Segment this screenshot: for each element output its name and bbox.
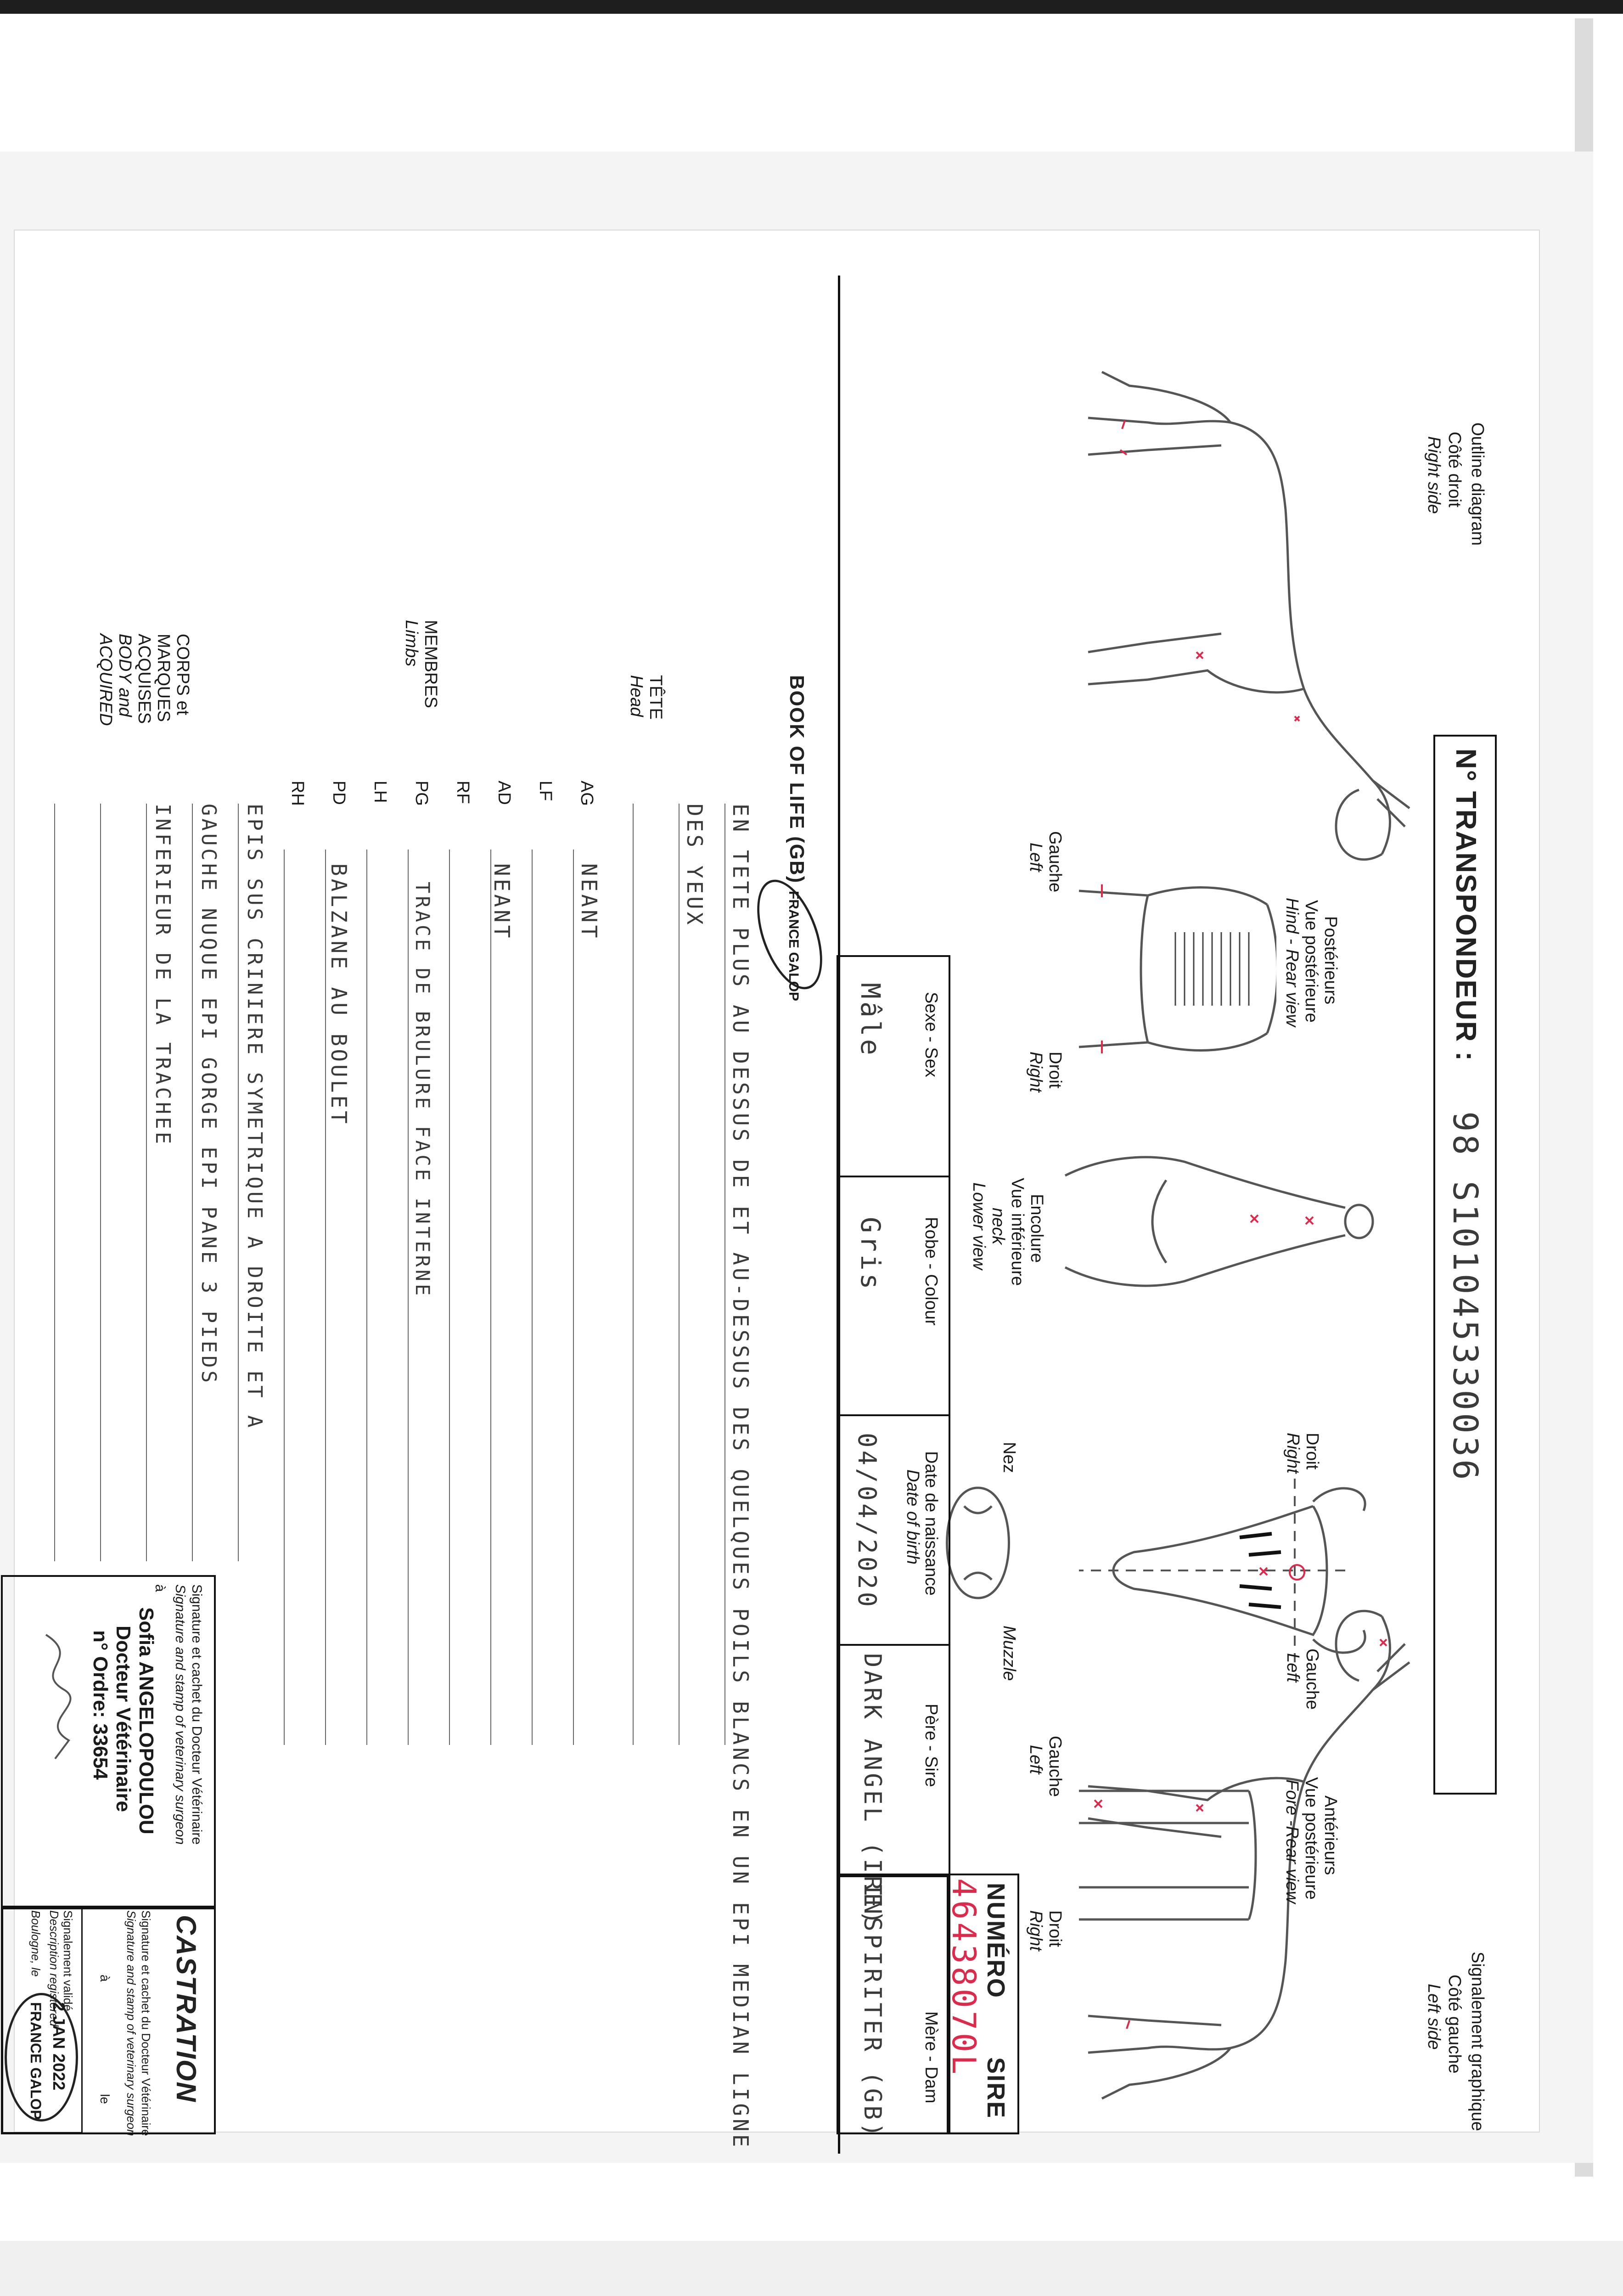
dam-label: Mère - Dam (921, 2011, 941, 2104)
stamp-org: FRANCE GALOP (28, 2002, 44, 2120)
field-divider (840, 1176, 950, 1177)
limb-ag-value: NEANT (577, 863, 601, 941)
castration-title: CASTRATION (171, 1915, 202, 2103)
body-marking-line1: EPIS SUS CRINIERE SYMETRIQUE A DROITE ET A (243, 804, 266, 1430)
limbs-label-en: Limbs (402, 620, 421, 667)
body-label-en2: ACQUIRED (96, 634, 115, 726)
fore-right: Right (1026, 1910, 1045, 1951)
vet-sig-fr: Signature et cachet du Docteur Vétérinaire (189, 1584, 204, 1845)
limb-rf: RF (453, 781, 472, 804)
limb-rule (284, 850, 285, 1745)
hind-label-en: Hind - Rear view (1282, 898, 1302, 1027)
left-side-en: Left side (1424, 1984, 1443, 2050)
transponder-value: 98 S101045330036 (1445, 1111, 1485, 1483)
dob-label: Date de naissance (921, 1451, 941, 1596)
body-rule (146, 804, 147, 1561)
body-rule (54, 804, 55, 1561)
head-right: Right (1283, 1433, 1303, 1474)
limb-rule (325, 850, 326, 1745)
fore-label-fr2: Vue postérieure (1302, 1777, 1321, 1900)
body-label-fr1: CORPS et (173, 634, 192, 715)
hind-label-fr1: Postérieurs (1321, 916, 1340, 1005)
field-divider (840, 1414, 950, 1416)
numero-label: NUMÉRO (982, 1883, 1010, 1998)
castration-a: à (98, 1975, 112, 1982)
limb-pd: PD (329, 781, 348, 805)
head-marking-line1: EN TETE PLUS AU DESSUS DE ET AU-DESSUS DES QUELQUES POILS BLANCS EN UN EPI MEDIAN LIGNE (728, 804, 753, 2150)
validation-line3: Boulogne, le (29, 1910, 43, 1977)
head-front-view-sketch (1061, 1451, 1391, 1690)
head-marking-line2: DES YEUX (682, 804, 707, 928)
body-marking-line3: INFERIEUR DE LA TRACHEE (151, 804, 174, 1147)
hind-label-fr2: Vue postérieure (1302, 900, 1321, 1023)
body-rule (100, 804, 101, 1561)
limb-rule (366, 850, 367, 1745)
fore-droit: Droit (1045, 1910, 1065, 1947)
limbs-label-fr: MEMBRES (421, 620, 440, 709)
limb-rule (573, 850, 574, 1745)
limb-ad: AD (494, 781, 514, 805)
head-rule-1 (724, 804, 725, 1745)
hind-gauche: Gauche (1045, 831, 1065, 893)
limb-rh: RH (288, 781, 307, 806)
vet-title: Docteur Vétérinaire (112, 1626, 135, 1812)
muzzle-label: Muzzle (1000, 1626, 1019, 1681)
vet-sig-en: Signature and stamp of veterinary surgeon (173, 1584, 188, 1845)
neck-label-en2: Lower view (969, 1182, 988, 1270)
book-of-life-title: BOOK OF LIFE (GB) (786, 675, 808, 884)
limb-rule (532, 850, 533, 1745)
fore-rear-view-sketch (1065, 1745, 1258, 1965)
france-galop-stamp-text: FRANCE GALOP (786, 891, 801, 1001)
vet-ordre: n° Ordre: 33654 (89, 1630, 112, 1780)
scan-bottom-border (0, 2241, 1623, 2296)
hind-droit: Droit (1045, 1052, 1065, 1089)
fore-left: Left (1026, 1745, 1045, 1774)
limb-pd-value: BALZANE AU BOULET (326, 863, 351, 1126)
body-label-en1: BODY and (115, 634, 135, 717)
sex-value: Mâle (855, 983, 886, 1058)
right-side-fr: Côté droit (1445, 432, 1464, 507)
neck-label-fr2: Vue inférieure (1008, 1178, 1027, 1286)
body-label-fr2: MARQUES (154, 634, 173, 722)
sire-label: Père - Sire (921, 1704, 941, 1787)
nez-label: Nez (1000, 1442, 1019, 1473)
sire-label-title: SIRE (982, 2057, 1010, 2119)
head-gauche: Gauche (1303, 1649, 1322, 1710)
sire-number-value: 46438070L (945, 1878, 983, 2077)
neck-label-en1: neck (988, 1208, 1008, 1245)
identification-form (0, 276, 1515, 2154)
validation-line1: Signalement validé (61, 1910, 75, 2011)
limb-pg: PG (412, 781, 431, 806)
dam-value: INSPIRITER (GB) (859, 1883, 886, 2140)
outline-diagram-label: Outline diagram (1468, 422, 1487, 546)
hind-left: Left (1026, 843, 1045, 872)
vet-a: à (152, 1584, 168, 1592)
body-rule (238, 804, 239, 1561)
colour-value: Gris (855, 1217, 886, 1292)
body-label-fr3: ACQUISES (135, 634, 154, 724)
left-side-fr: Côté gauche (1445, 1975, 1464, 2074)
head-label-en: Head (627, 675, 646, 717)
head-label-fr: TÊTE (646, 675, 665, 720)
head-droit: Droit (1303, 1433, 1322, 1470)
head-left: Left (1283, 1653, 1303, 1683)
limb-ad-value: NEANT (489, 863, 514, 941)
head-rule-2 (679, 804, 680, 1745)
neck-lower-view-sketch (1056, 1125, 1377, 1318)
dob-label-en: Date of birth (903, 1469, 922, 1564)
stamp-date: 2 JAN 2022 (50, 2002, 68, 2091)
right-side-horse-sketch (1065, 312, 1423, 886)
graphic-description-label: Signalement graphique (1468, 1952, 1487, 2131)
fore-label-fr1: Antérieurs (1321, 1795, 1340, 1875)
fore-label-en: Fore -Rear view (1282, 1779, 1302, 1904)
limb-pg-value: TRACE DE BRULURE FACE INTERNE (411, 882, 434, 1299)
dob-value: 04/04/2020 (853, 1433, 882, 1610)
vet-signature (28, 1630, 92, 1768)
limb-lh: LH (371, 781, 390, 803)
transponder-label: N° TRANSPONDEUR : (1450, 748, 1482, 1062)
sire-value: DARK ANGEL (IRE) (859, 1653, 886, 1927)
body-rule (192, 804, 193, 1561)
limb-rule (490, 850, 491, 1745)
right-side-en: Right side (1424, 436, 1443, 514)
head-rule-3 (633, 804, 634, 1745)
limb-lf: LF (536, 781, 555, 801)
scan-top-border (0, 0, 1623, 14)
hind-right: Right (1026, 1052, 1045, 1092)
castration-sig-en: Signature and stamp of veterinary surgeon (124, 1910, 138, 2136)
vet-name: Sofia ANGELOPOULOU (135, 1607, 157, 1835)
limb-rule (408, 850, 409, 1745)
left-section-rule (838, 276, 840, 2154)
castration-le: le (98, 2094, 112, 2104)
castration-sig-fr: Signature et cachet du Docteur Vétérinaire (139, 1910, 153, 2136)
sex-label: Sexe - Sex (921, 992, 941, 1077)
limb-rule (449, 850, 450, 1745)
fore-gauche: Gauche (1045, 1736, 1065, 1797)
validation-line2: Description registered (47, 1910, 61, 2026)
limb-ag: AG (577, 781, 596, 806)
hind-rear-view-sketch (1065, 840, 1276, 1097)
body-marking-line2: GAUCHE NUQUE EPI GORGE EPI PANE 3 PIEDS (197, 804, 220, 1386)
colour-label: Robe - Colour (921, 1217, 941, 1326)
neck-label-fr1: Encolure (1027, 1194, 1046, 1263)
field-divider (840, 1644, 950, 1646)
